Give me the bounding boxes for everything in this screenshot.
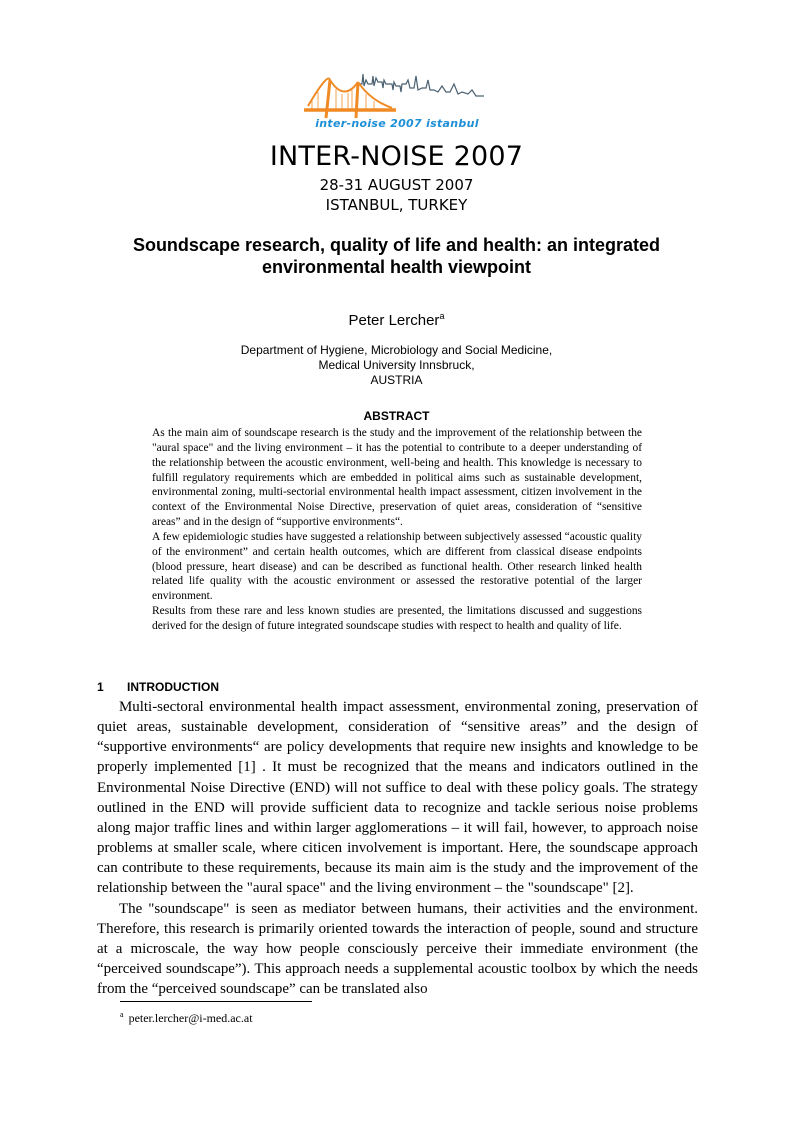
conference-dates: 28-31 AUGUST 2007 xyxy=(319,176,474,194)
logo-text: inter-noise 2007 istanbul xyxy=(315,117,479,130)
affiliation-line-1: Department of Hygiene, Microbiology and Social Medicine, xyxy=(240,343,553,357)
footnote-mark: a xyxy=(120,1010,124,1019)
abstract-body xyxy=(152,426,642,634)
section-body xyxy=(97,697,698,999)
section-heading xyxy=(97,680,219,694)
abstract-paragraph: Results from these rare and less known studies are presented, the limitations discussed and suggestions derived for the design of future integrated soundscape studies with respect to health and quality of life. xyxy=(152,605,642,632)
footnote xyxy=(120,1011,253,1026)
body-paragraph: Multi-sectoral environmental health impact assessment, environmental zoning, preservation of quiet areas, sustainable development, consideration of “sensitive areas” and the design of “supportive environments“ are policy developments that require new insights and knowledge to be properly implemented [1] . It must be recognized that the means and indicators outlined in the Environmental Noise Directive (END) will not suffice to deal with these policy goals. The strategy outlined in the END will provide sufficient data to recognize and tackle serious noise problems along major traffic lines and within larger agglomerations – it will fail, however, to approach noise problems at smaller scale, where citicen involvement is important. Here, the soundscape approach can contribute to these requirements, because its main aim is the study and the improvement of the relationship between the "aural space" and the living environment – the "soundscape" [2]. xyxy=(97,699,698,897)
section-title: INTRODUCTION xyxy=(127,680,219,694)
affiliation xyxy=(0,343,793,388)
author-name: Peter Lercher xyxy=(348,312,440,329)
conference-place: ISTANBUL, TURKEY xyxy=(325,196,468,214)
abstract-paragraph: As the main aim of soundscape research is the study and the improvement of the relationship between the "aural space" and the living environment – it has the potential to contribute to a deeper understanding of the relationship between the acoustic environment, well-being and health. This knowledge is necessary to fulfill regulatory requirements which are embedded in political aims such as sustainable development, environmental zoning, multi-sectorial environmental health impact assessment, citizen involvement in the context of the Environmental Noise Directive, preservation of quiet areas, consideration of “sensitive areas” and in the design of “supportive environments“. xyxy=(152,427,642,529)
abstract-paragraph: A few epidemiologic studies have suggested a relationship between subjectively assessed “acoustic quality of the environment” and certain health outcomes, which are different from classical disease endpoints (blood pressure, heart disease) and can be described as functional health. Other research linked health related life quality with the acoustic environment or assessed the restorative potential of the larger environment. xyxy=(152,530,642,603)
author-email: peter.lercher@i-med.ac.at xyxy=(128,1011,253,1025)
paper-title: Soundscape research, quality of life and health: an integrated environmental health viewpoint xyxy=(132,235,661,277)
conference-title: INTER-NOISE 2007 xyxy=(269,141,524,172)
sound-wave-icon xyxy=(358,74,484,96)
section-number: 1 xyxy=(97,680,104,694)
affiliation-line-2: Medical University Innsbruck, xyxy=(318,358,475,372)
author-line xyxy=(0,312,793,329)
body-paragraph: The "soundscape" is seen as mediator between humans, their activities and the environment. Therefore, this research is primarily oriented towards the interaction of people, sound and structure at a microscale, the way how people consciously perceive their immediate environment (the “perceived soundscape”). This approach needs a supplemental acoustic toolbox by which the needs from the “perceived soundscape” can be translated also xyxy=(97,900,698,998)
author-footnote-mark: a xyxy=(439,311,445,321)
affiliation-line-3: AUSTRIA xyxy=(370,373,423,387)
footnote-rule xyxy=(120,1001,312,1002)
abstract-heading: ABSTRACT xyxy=(363,409,430,423)
